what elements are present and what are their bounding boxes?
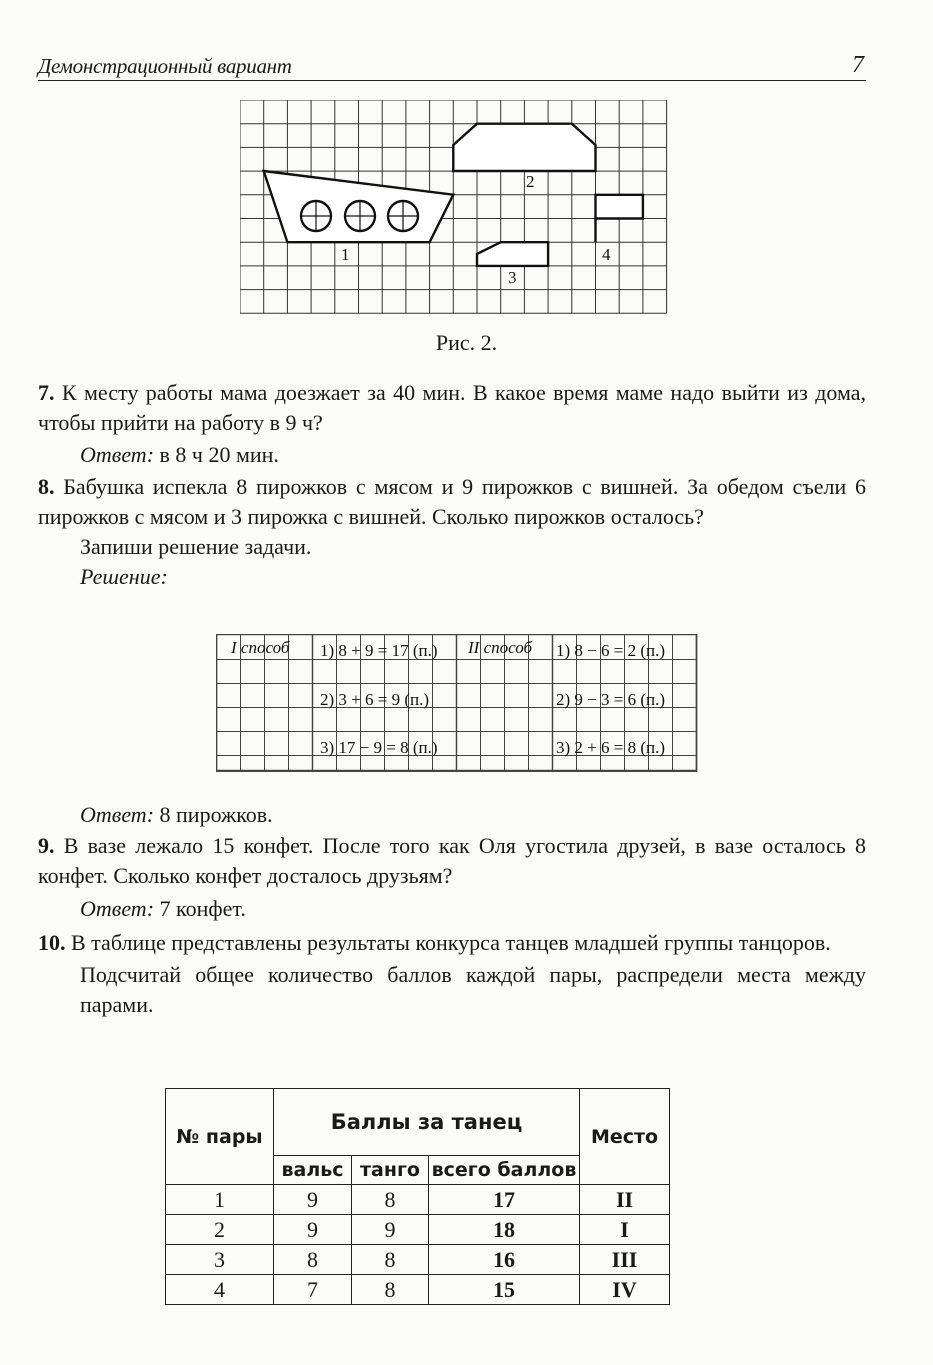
tango-score: 8 [352, 1185, 429, 1215]
task-text: В таблице представлены результаты конкурса танцев младшей группы танцоров. [71, 930, 831, 955]
total-score: 17 [429, 1185, 580, 1215]
method-1-step-2: 2) 3 + 6 = 9 (п.) [320, 690, 430, 709]
place: IV [580, 1275, 670, 1305]
dance-results-table [165, 1088, 670, 1305]
method-1-label: I способ [231, 638, 290, 657]
instruction: Запиши решение задачи. [80, 534, 312, 559]
header-title: Демонстрационный вариант [38, 54, 292, 78]
col-scores-header: Баллы за танец [274, 1089, 580, 1156]
col-place-header: Место [580, 1089, 670, 1185]
answer: 8 пирожков. [159, 802, 273, 827]
col-waltz-header: вальс [274, 1156, 352, 1185]
total-score: 18 [429, 1215, 580, 1245]
page-header [38, 52, 866, 81]
answer: 7 конфет. [159, 896, 246, 921]
pair-number: 2 [166, 1215, 274, 1245]
place: I [580, 1215, 670, 1245]
method-2-step-2: 2) 9 − 3 = 6 (п.) [556, 690, 666, 709]
task-8-answer [38, 800, 866, 830]
method-2-label: II способ [468, 638, 533, 657]
table-row [166, 1245, 670, 1275]
shape-3 [477, 242, 548, 266]
task-number: 7. [38, 380, 55, 405]
solution-label: Решение: [80, 564, 168, 589]
total-score: 15 [429, 1275, 580, 1305]
shape-label-1: 1 [341, 245, 350, 264]
shape-label-2: 2 [526, 172, 535, 191]
total-score: 16 [429, 1245, 580, 1275]
place: II [580, 1185, 670, 1215]
answer-label: Ответ: [80, 802, 155, 827]
answer: в 8 ч 20 мин. [159, 442, 279, 467]
answer-label: Ответ: [80, 896, 155, 921]
table-row [166, 1185, 670, 1215]
shape-label-4: 4 [602, 245, 611, 264]
tango-score: 8 [352, 1275, 429, 1305]
answer-label: Ответ: [80, 442, 155, 467]
task-9 [38, 831, 866, 924]
instruction: Подсчитай общее количество баллов каждой пары, распредели места между парами. [80, 962, 866, 1017]
pair-number: 1 [166, 1185, 274, 1215]
task-number: 10. [38, 930, 66, 955]
place: III [580, 1245, 670, 1275]
solution-grid [216, 634, 698, 772]
method-1-step-1: 1) 8 + 9 = 17 (п.) [320, 641, 438, 660]
col-pair-header: № пары [166, 1089, 274, 1185]
method-1-step-3: 3) 17 − 9 = 8 (п.) [320, 738, 438, 757]
waltz-score: 8 [274, 1245, 352, 1275]
waltz-score: 7 [274, 1275, 352, 1305]
method-2-step-1: 1) 8 − 6 = 2 (п.) [556, 641, 666, 660]
shape-label-3: 3 [508, 268, 517, 287]
figure-2-grid [240, 100, 670, 315]
col-total-header: всего баллов [429, 1156, 580, 1185]
page-number: 7 [852, 52, 864, 78]
pair-number: 4 [166, 1275, 274, 1305]
task-text: В вазе лежало 15 конфет. После того как Оля угостила друзей, в вазе осталось 8 конфет. Сколько конфет досталось друзьям? [38, 833, 867, 888]
tango-score: 9 [352, 1215, 429, 1245]
table-row [166, 1275, 670, 1305]
method-2-step-3: 3) 2 + 6 = 8 (п.) [556, 738, 666, 757]
task-10 [38, 928, 866, 1020]
col-tango-header: танго [352, 1156, 429, 1185]
pair-number: 3 [166, 1245, 274, 1275]
task-number: 8. [38, 474, 55, 499]
task-7 [38, 378, 866, 470]
task-text: Бабушка испекла 8 пирожков с мясом и 9 пирожков с вишней. За обедом съели 6 пирожков с мясом и 3 пирожка с вишней. Сколько пирожков осталось? [38, 474, 867, 529]
task-8 [38, 472, 866, 592]
task-number: 9. [38, 833, 55, 858]
shape-4 [596, 195, 643, 219]
figure-caption: Рис. 2. [435, 330, 498, 355]
table-row [166, 1215, 670, 1245]
waltz-score: 9 [274, 1185, 352, 1215]
task-text: К месту работы мама доезжает за 40 мин. В какое время маме надо выйти из дома, чтобы прийти на работу в 9 ч? [38, 380, 867, 435]
shape-2-cabin [453, 124, 595, 171]
waltz-score: 9 [274, 1215, 352, 1245]
tango-score: 8 [352, 1245, 429, 1275]
